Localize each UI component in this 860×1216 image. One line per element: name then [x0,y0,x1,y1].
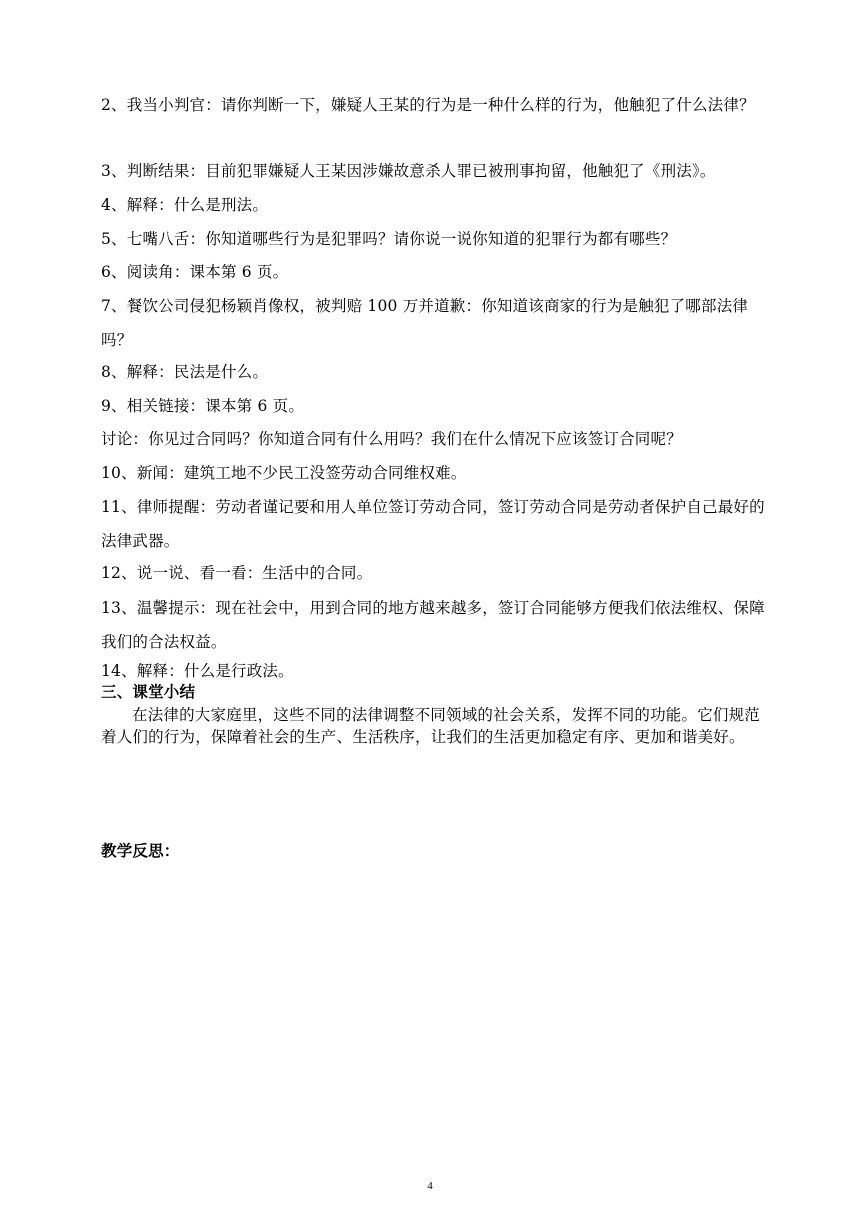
item-10: 10、新闻：建筑工地不少民工没签劳动合同维权难。 [101,464,467,482]
reflection-heading: 教学反思： [101,842,180,860]
item-8: 8、解释：民法是什么。 [101,363,269,381]
item-12: 12、说一说、看一看：生活中的合同。 [101,564,373,582]
item-9: 9、相关链接：课本第 6 页。 [101,397,305,415]
item-3: 3、判断结果：目前犯罪嫌疑人王某因涉嫌故意杀人罪已被刑事拘留，他触犯了《刑法》。 [101,162,716,180]
item-6: 6、阅读角：课本第 6 页。 [101,263,289,281]
summary-heading: 三、课堂小结 [101,683,196,701]
item-13: 13、温馨提示：现在社会中，用到合同的地方越来越多，签订合同能够方便我们依法维权、保障我们的合法权益。 [101,599,765,651]
summary-text: 在法律的大家庭里，这些不同的法律调整不同领域的社会关系，发挥不同的功能。它们规范着人们的行为，保障着社会的生产、生活秩序，让我们的生活更加稳定有序、更加和谐美好。 [101,706,761,746]
discussion: 讨论：你见过合同吗？你知道合同有什么用吗？我们在什么情况下应该签订合同呢？ [101,430,682,448]
item-4: 4、解释：什么是刑法。 [101,196,269,214]
item-5: 5、七嘴八舌：你知道哪些行为是犯罪吗？请你说一说你知道的犯罪行为都有哪些？ [101,230,677,248]
item-14: 14、解释：什么是行政法。 [101,662,294,680]
item-11: 11、律师提醒：劳动者谨记要和用人单位签订劳动合同，签订劳动合同是劳动者保护自己最好的法律武器。 [101,498,765,550]
item-2: 2、我当小判官：请你判断一下，嫌疑人王某的行为是一种什么样的行为，他触犯了什么法律？ [101,96,755,114]
item-7: 7、餐饮公司侵犯杨颖肖像权，被判赔 100 万并道歉：你知道该商家的行为是触犯了哪部法律吗？ [101,297,749,349]
page-number: 4 [427,1180,433,1192]
